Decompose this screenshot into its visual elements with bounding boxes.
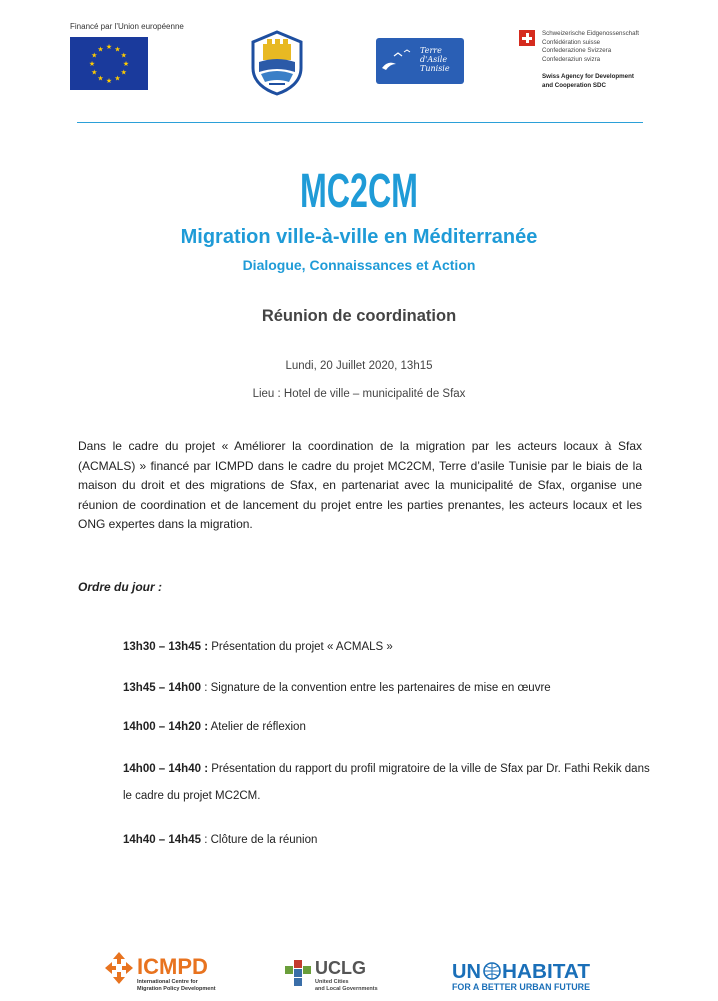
meeting-title: Réunion de coordination — [261, 307, 457, 325]
habitat-text: HABITAT — [502, 961, 590, 983]
agenda-item — [123, 682, 551, 694]
agenda-text: : Signature de la convention entre les partenaires de mise en œuvre — [201, 682, 551, 694]
eu-star-icon: ★ — [97, 74, 104, 83]
un-habitat-logo — [452, 958, 592, 994]
agenda-time: 13h45 – 14h00 — [123, 682, 202, 694]
swiss-agency-line: and Cooperation SDC — [542, 81, 606, 89]
agenda-item — [123, 641, 393, 653]
mc2cm-logo — [300, 163, 418, 218]
agenda-text: Atelier de réflexion — [208, 721, 306, 733]
swiss-cross-icon — [519, 30, 535, 46]
terre-dasile-tunisie-logo — [376, 38, 464, 84]
eu-star-icon: ★ — [122, 60, 130, 68]
agenda-item — [123, 721, 306, 733]
document-title: Migration ville-à-ville en Méditerranée — [180, 226, 538, 248]
icmpd-arrows-icon — [105, 952, 133, 984]
swiss-line: Confédération suisse — [542, 38, 601, 46]
agenda-text: : Clôture de la réunion — [201, 834, 318, 846]
agenda-time: 13h30 – 13h45 : — [123, 641, 209, 653]
eu-star-icon: ★ — [114, 45, 121, 54]
eu-star-icon: ★ — [105, 43, 113, 51]
un-habitat-tagline: FOR A BETTER URBAN FUTURE — [452, 982, 590, 992]
agenda-text: Présentation du projet « ACMALS » — [208, 641, 393, 653]
agenda-item — [123, 834, 317, 846]
eu-star-icon: ★ — [91, 68, 98, 77]
agenda-time: 14h40 – 14h45 — [123, 834, 202, 846]
agenda-time: 14h00 – 14h40 : — [123, 763, 209, 775]
eu-star-icon: ★ — [105, 77, 113, 85]
tat-logo-text — [420, 46, 450, 73]
agenda-item — [123, 756, 653, 810]
swiss-line: Confederaziun svizra — [542, 55, 601, 63]
eu-flag-logo — [70, 37, 148, 90]
mc2cm-logo-text: MC2CM — [300, 165, 418, 218]
funded-by-eu-text: Financé par l’Union européenne — [70, 22, 184, 31]
uclg-line: United Cities — [315, 979, 349, 985]
agenda-time: 14h00 – 14h20 : — [123, 721, 209, 733]
icmpd-line: International Centre for — [137, 979, 198, 985]
meeting-datetime: Lundi, 20 Juillet 2020, 13h15 — [285, 360, 433, 372]
eu-star-icon: ★ — [120, 51, 127, 60]
un-text: UN — [452, 961, 481, 983]
agenda-text: Présentation du rapport du profil migratoire de la ville de Sfax par Dr. Fathi Rekik dans le cadre du projet MC2CM. — [123, 763, 650, 802]
swiss-line: Confederazione Svizzera — [542, 47, 612, 54]
uclg-logo — [285, 952, 385, 994]
swiss-line: Schweizerische Eidgenossenschaft — [542, 30, 639, 37]
document-subtitle: Dialogue, Connaissances et Action — [242, 257, 476, 273]
tat-line: Terre — [420, 46, 442, 55]
icmpd-name: ICMPD — [137, 954, 208, 979]
eu-star-icon: ★ — [91, 51, 98, 60]
sfax-municipality-logo — [249, 30, 305, 96]
uclg-squares-icon — [285, 960, 311, 986]
eu-stars-icon — [70, 37, 148, 90]
agenda-heading: Ordre du jour : — [78, 580, 162, 594]
icmpd-logo — [105, 950, 235, 992]
meeting-venue: Lieu : Hotel de ville – municipalité de Sfax — [252, 388, 466, 400]
eu-star-icon: ★ — [120, 68, 127, 77]
eu-star-icon: ★ — [97, 45, 104, 54]
icmpd-line: Migration Policy Development — [137, 986, 216, 992]
swiss-confederation-names — [542, 30, 639, 64]
eu-star-icon: ★ — [88, 60, 96, 68]
swiss-agency-name — [542, 73, 634, 90]
un-globe-icon — [484, 963, 500, 979]
header-divider — [77, 122, 643, 123]
uclg-name: UCLG — [315, 958, 366, 978]
swiss-agency-line: Swiss Agency for Development — [542, 73, 634, 80]
intro-paragraph: Dans le cadre du projet « Améliorer la coordination de la migration par les acteurs locaux à Sfax (ACMALS) » financé par ICMPD dans le cadre du projet MC2CM, Terre d’asile Tunisie par le biais de la maison du droit et des migrations de Sfax, en partenariat avec la municipalité de Sfax, organise une réunion de coordination et de lancement du projet entre les parties prenantes, les acteurs locaux et les ONG expertes dans la migration. — [78, 439, 642, 531]
tat-line: d'Asile — [420, 55, 448, 64]
uclg-line: and Local Governments — [315, 986, 378, 992]
eu-star-icon: ★ — [114, 74, 121, 83]
tat-line: Tunisie — [420, 64, 450, 73]
